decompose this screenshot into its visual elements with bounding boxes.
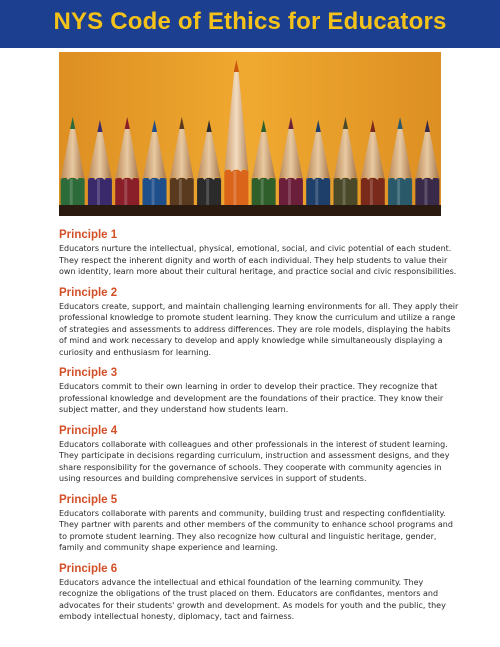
principle-1 [59, 228, 459, 278]
pencil-illustration [59, 52, 441, 216]
principle-text: Educators collaborate with parents and community, building trust and respecting confidentiality. They partner with parents and other members of the community to enhance school programs and to promote student learning. They also recognize how cultural and linguistic heritage, gender, family and community shape experience and learning. [59, 508, 453, 552]
principle-4 [59, 424, 459, 485]
principle-text: Educators create, support, and maintain challenging learning environments for all. They apply their professional knowledge to promote student learning. They know the curriculum and utilize a range of strategies and assessments to address differences. They are role models, displaying the habits of mind and work necessary to develop and apply knowledge while simultaneously displaying a curiosity and enthusiasm for learning. [59, 301, 459, 357]
principle-heading: Principle 5 [59, 493, 118, 506]
principle-text: Educators collaborate with colleagues and other professionals in the interest of student learning. They participate in decisions regarding curriculum, instruction and assessment designs, and they share responsibility for the governance of schools. They cooperate with community agencies in using resources and building comprehensive services in support of students. [59, 439, 450, 483]
page-title: NYS Code of Ethics for Educators [53, 8, 447, 35]
principle-5 [59, 493, 459, 554]
principle-3 [59, 366, 459, 416]
photo-bottom-edge [59, 205, 441, 216]
colored-pencils-photo [59, 52, 441, 216]
principle-2 [59, 286, 459, 359]
principle-text: Educators advance the intellectual and ethical foundation of the learning community. They recognize the obligations of the trust placed on them. Educators are confidantes, mentors and advocates for their students' growth and development. As models for youth and the public, they embody intellectual honesty, diplomacy, tact and fairness. [59, 577, 446, 621]
principle-heading: Principle 4 [59, 424, 118, 437]
principle-6 [59, 562, 459, 623]
principles-list [59, 228, 459, 631]
principle-heading: Principle 2 [59, 286, 118, 299]
principle-heading: Principle 3 [59, 367, 118, 379]
principle-heading: Principle 1 [59, 229, 118, 241]
principle-heading: Principle 6 [59, 562, 118, 575]
principle-text: Educators nurture the intellectual, physical, emotional, social, and civic potential of each student. They respect the inherent dignity and worth of each individual. They help students to value their own identity, learn more about their cultural heritage, and practice social and civic responsibilities. [59, 244, 457, 276]
principle-text: Educators commit to their own learning in order to develop their practice. They recognize that professional knowledge and development are the foundations of their practice. They know their subject matter, and they understand how students learn. [59, 382, 444, 414]
